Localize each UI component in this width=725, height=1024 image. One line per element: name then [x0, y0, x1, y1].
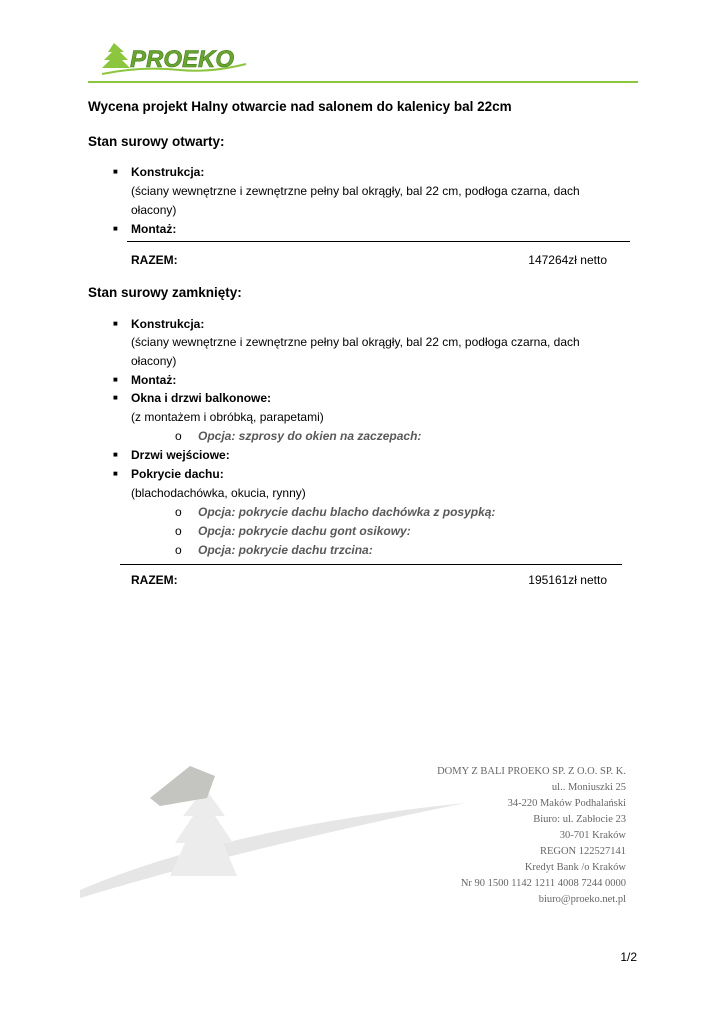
bullet-icon: ■: [113, 319, 118, 328]
address-street: ul.. Moniuszki 25: [551, 782, 626, 793]
office-street: Biuro: ul. Zabłocie 23: [533, 814, 626, 825]
item-description: (ściany wewnętrzne i zewnętrzne pełny bal okrągły, bal 22 cm, podłoga czarna, dach: [131, 335, 580, 349]
office-city: 30-701 Kraków: [559, 830, 626, 841]
item-description: ołacony): [131, 354, 177, 368]
total-label: RAZEM:: [131, 253, 178, 267]
total-divider: [127, 241, 630, 242]
item-label: Montaż:: [131, 373, 177, 387]
bank-account: Nr 90 1500 1142 1211 4008 7244 0000: [460, 878, 626, 889]
bullet-icon: ■: [113, 167, 118, 176]
section-heading-closed: Stan surowy zamknięty:: [88, 285, 242, 300]
address-city: 34-220 Maków Podhalański: [507, 798, 626, 809]
total-divider: [120, 564, 622, 565]
regon: REGON 122527141: [539, 846, 626, 857]
option-text: Opcja: pokrycie dachu trzcina:: [198, 543, 373, 557]
bank-name: Kredyt Bank /o Kraków: [524, 862, 626, 873]
item-label: Montaż:: [131, 222, 177, 236]
option-text: Opcja: pokrycie dachu gont osikowy:: [198, 524, 411, 538]
logo-text: PROEKO: [130, 46, 235, 73]
total-label: RAZEM:: [131, 573, 178, 587]
item-label: Drzwi wejściowe:: [131, 448, 230, 462]
option-bullet-icon: o: [175, 505, 182, 519]
tree-icon: [102, 43, 130, 68]
bullet-icon: ■: [113, 375, 118, 384]
header-divider: [88, 81, 638, 83]
bullet-icon: ■: [113, 393, 118, 402]
item-label: Pokrycie dachu:: [131, 467, 224, 481]
total-value: 147264zł netto: [528, 253, 607, 267]
page-number: 1/2: [620, 950, 637, 964]
option-text: Opcja: szprosy do okien na zaczepach:: [198, 429, 422, 443]
proeko-logo: [100, 40, 250, 80]
company-info: [326, 764, 626, 908]
item-description: (z montażem i obróbką, parapetami): [131, 410, 324, 424]
document-title: Wycena projekt Halny otwarcie nad salonem do kalenicy bal 22cm: [88, 99, 512, 114]
option-text: Opcja: pokrycie dachu blacho dachówka z posypką:: [198, 505, 496, 519]
item-label: Okna i drzwi balkonowe:: [131, 391, 272, 405]
item-description: ołacony): [131, 203, 177, 217]
bullet-icon: ■: [113, 450, 118, 459]
item-description: (blachodachówka, okucia, rynny): [131, 486, 306, 500]
item-label: Konstrukcja:: [131, 317, 205, 331]
section-heading-open: Stan surowy otwarty:: [88, 134, 225, 149]
total-value: 195161zł netto: [528, 573, 607, 587]
option-bullet-icon: o: [175, 524, 182, 538]
item-description: (ściany wewnętrzne i zewnętrzne pełny bal okrągły, bal 22 cm, podłoga czarna, dach: [131, 184, 580, 198]
option-bullet-icon: o: [175, 429, 182, 443]
bullet-icon: ■: [113, 469, 118, 478]
email: biuro@proeko.net.pl: [538, 894, 626, 905]
item-label: Konstrukcja:: [131, 165, 205, 179]
company-name: DOMY Z BALI PROEKO SP. Z O.O. SP. K.: [437, 766, 626, 777]
bullet-icon: ■: [113, 224, 118, 233]
option-bullet-icon: o: [175, 543, 182, 557]
